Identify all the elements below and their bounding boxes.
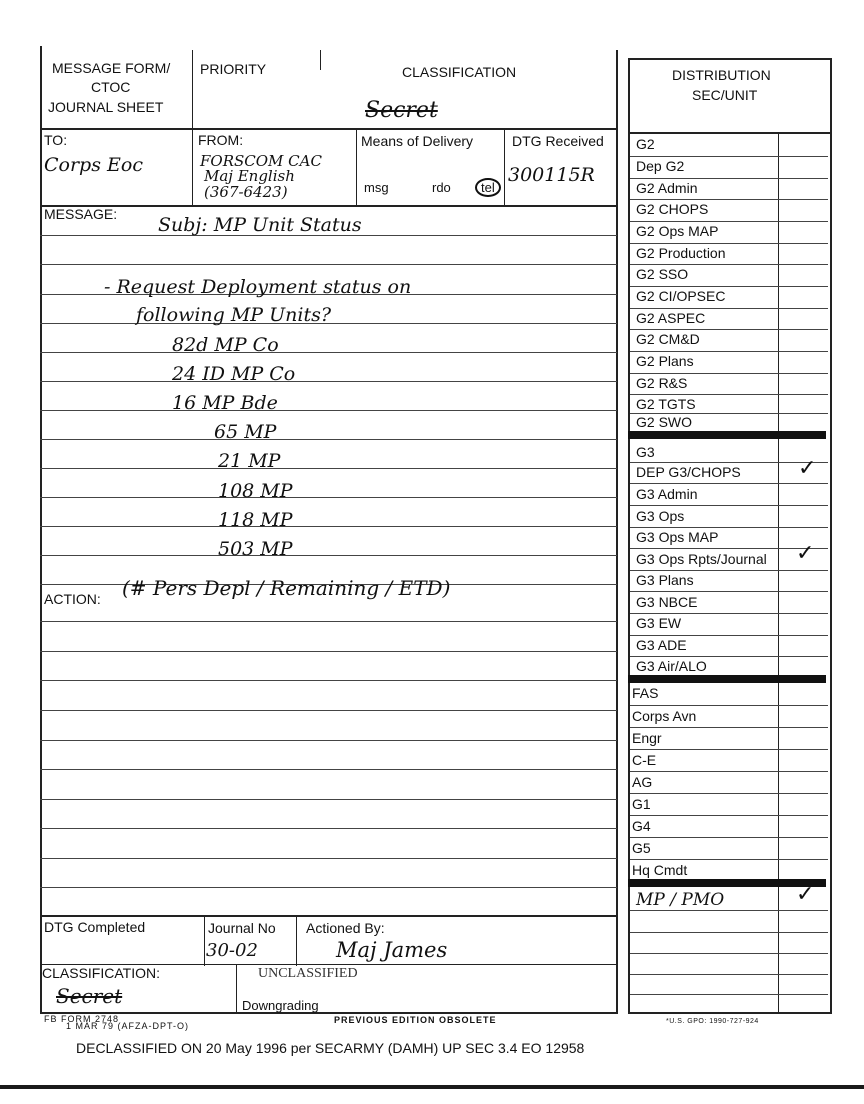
dist-row-line (630, 243, 828, 244)
dist-row-line (630, 199, 828, 200)
dist-item-g1: G1 (632, 796, 651, 812)
ruled-line (40, 740, 617, 741)
message-line: 118 MP (218, 509, 293, 531)
journal-divider (204, 916, 205, 966)
action-value: (# Pers Depl / Remaining / ETD) (122, 576, 451, 600)
ruled-line (40, 526, 617, 527)
dist-item-g4: G4 (632, 818, 651, 834)
message-line: 108 MP (218, 480, 293, 502)
dist-row-line (630, 837, 828, 838)
form-number: FB FORM 2748 (44, 1014, 120, 1024)
dist-row-line (630, 859, 828, 860)
action-bottom-line (40, 915, 617, 917)
form-bottom-border (40, 1012, 618, 1014)
dist-left-border (628, 58, 630, 1013)
header-divider-2 (320, 50, 321, 70)
dist-row-line (630, 373, 828, 374)
dist-item-g2-chops: G2 CHOPS (636, 201, 709, 217)
form-date: 1 MAR 79 (AFZA-DPT-O) (66, 1021, 190, 1031)
means-dtg-divider (504, 128, 505, 206)
header-bottom-line (40, 128, 617, 130)
dist-item-hq-cmdt: Hq Cmdt (632, 862, 688, 878)
dist-row-line (630, 815, 828, 816)
ruled-line (40, 828, 617, 829)
dist-row-line (630, 727, 828, 728)
dist-row-line (630, 394, 828, 395)
actioned-by-value: Maj James (336, 938, 448, 962)
dist-item-g2-ops-map: G2 Ops MAP (636, 223, 719, 239)
dist-bottom-border (628, 1012, 832, 1014)
actioned-by-label: Actioned By: (306, 920, 385, 936)
gpo-note: *U.S. GPO: 1990-727-924 (666, 1018, 759, 1025)
dist-item-g2-aspec: G2 ASPEC (636, 310, 706, 326)
check-mark-mp-pmo: ✓ (796, 882, 815, 907)
distribution-title-line-1: DISTRIBUTION (672, 67, 771, 83)
message-line: 16 MP Bde (172, 392, 278, 414)
dist-item-g3-ops: G3 Ops (636, 508, 685, 524)
dist-item-g3-ew: G3 EW (636, 615, 682, 631)
ruled-line (40, 621, 617, 622)
downgrading-label: Downgrading (242, 998, 319, 1013)
dist-header-bottom (628, 132, 832, 134)
dist-item-g2: G2 (636, 136, 655, 152)
ruled-line (40, 555, 617, 556)
declassified-note: DECLASSIFIED ON 20 May 1996 per SECARMY (DAMH) UP SEC 3.4 EO 12958 (76, 1040, 585, 1056)
ruled-line (40, 799, 617, 800)
form-left-border (40, 46, 42, 1013)
from-line-3: (367-6423) (204, 183, 288, 201)
ruled-line (40, 769, 617, 770)
check-mark-dep-g3-chops: ✓ (798, 456, 817, 481)
action-label: ACTION: (44, 591, 101, 607)
dist-row-line (630, 705, 828, 706)
dist-item-g2-ci-opsec: G2 CI/OPSEC (636, 288, 726, 304)
dist-row-line (630, 308, 828, 309)
dist-row-line (630, 178, 828, 179)
dist-item-g2-tgts: G2 TGTS (636, 396, 696, 412)
dist-row-line (630, 749, 828, 750)
dist-item-g5: G5 (632, 840, 651, 856)
dist-item-g2-cmd: G2 CM&D (636, 331, 700, 347)
dist-row-line (630, 910, 828, 911)
means-of-delivery-label: Means of Delivery (361, 133, 474, 149)
dist-row-line (630, 793, 828, 794)
ruled-line (40, 381, 617, 382)
dist-item-engr: Engr (632, 730, 662, 746)
dist-row-line (630, 505, 828, 506)
previous-edition-note: PREVIOUS EDITION OBSOLETE (334, 1015, 497, 1025)
dist-row-line (630, 286, 828, 287)
dist-item-g3-air-alo: G3 Air/ALO (636, 658, 707, 674)
dist-row-line (630, 974, 828, 975)
distribution-title-line-2: SEC/UNIT (692, 87, 758, 103)
dist-row-line (630, 613, 828, 614)
group-separator-bar (628, 675, 826, 683)
to-value: Corps Eoc (44, 154, 143, 176)
ruled-line (40, 439, 617, 440)
dist-item-dep-g2: Dep G2 (636, 158, 685, 174)
dist-item-g3: G3 (636, 444, 655, 460)
dist-item-g3-ade: G3 ADE (636, 637, 687, 653)
dist-item-g3-ops-map: G3 Ops MAP (636, 529, 719, 545)
dist-row-line (630, 264, 828, 265)
ruled-line (40, 468, 617, 469)
form-right-border (616, 50, 618, 1013)
dist-row-line (630, 953, 828, 954)
ruled-line (40, 497, 617, 498)
means-option-tel-circled: tel (475, 178, 501, 197)
message-line: 82d MP Co (172, 334, 279, 356)
dist-item-mp-pmo: MP / PMO (636, 890, 725, 910)
dist-item-g3-admin: G3 Admin (636, 486, 698, 502)
dtg-completed-label: DTG Completed (44, 919, 146, 935)
dist-row-line (630, 483, 828, 484)
means-option-msg: msg (364, 180, 389, 195)
dist-row-line (630, 156, 828, 157)
dist-item-corps-avn: Corps Avn (632, 708, 697, 724)
dtg-received-label: DTG Received (512, 133, 604, 149)
dist-item-c-e: C-E (632, 752, 657, 768)
ruled-line (40, 710, 617, 711)
dist-item-ag: AG (632, 774, 653, 790)
dist-item-fas: FAS (632, 685, 659, 701)
group-separator-bar (628, 431, 826, 439)
from-line-2: Maj English (204, 167, 295, 185)
message-line: - Request Deployment status on (104, 276, 412, 298)
dist-item-g2-swo: G2 SWO (636, 414, 693, 430)
dist-row-line (630, 635, 828, 636)
from-means-divider (356, 128, 357, 206)
message-line: 65 MP (214, 421, 277, 443)
to-label: TO: (44, 132, 68, 148)
journal-no-value: 30-02 (206, 940, 258, 961)
dist-item-g3-nbce: G3 NBCE (636, 594, 698, 610)
header-divider-1 (192, 50, 193, 128)
dist-row-line (630, 932, 828, 933)
dist-item-g2-rs: G2 R&S (636, 375, 688, 391)
ruled-line (40, 352, 617, 353)
classification-bottom-label: CLASSIFICATION: (42, 965, 160, 981)
check-mark-g3-ops-rpts-journal: ✓ (796, 541, 815, 566)
message-line: 24 ID MP Co (172, 363, 296, 385)
actioned-divider (296, 916, 297, 966)
ruled-line (40, 680, 617, 681)
dist-row-line (630, 656, 828, 657)
scan-edge-bar (0, 1085, 864, 1089)
message-line: Subj: MP Unit Status (158, 214, 362, 236)
ruled-line (40, 858, 617, 859)
dist-row-line (630, 591, 828, 592)
ruled-line (40, 887, 617, 888)
dist-top-border (628, 58, 832, 60)
dtg-received-value: 300115R (508, 164, 595, 186)
from-label: FROM: (198, 132, 244, 148)
to-row-bottom-line (40, 205, 617, 207)
form-title-line-1: MESSAGE FORM/ (52, 60, 171, 76)
ruled-line (40, 264, 617, 265)
form-title-line-2: CTOC (91, 79, 131, 95)
message-line: 503 MP (218, 538, 293, 560)
dist-row-line (630, 994, 828, 995)
dist-right-border (830, 58, 832, 1013)
message-label: MESSAGE: (44, 206, 118, 222)
priority-label: PRIORITY (200, 61, 267, 77)
ruled-line (40, 651, 617, 652)
dist-row-line (630, 221, 828, 222)
dist-item-g3-plans: G3 Plans (636, 572, 694, 588)
journal-no-label: Journal No (208, 920, 276, 936)
dist-row-line (630, 570, 828, 571)
dist-item-g3-ops-rpts-journal: G3 Ops Rpts/Journal (636, 551, 767, 567)
dist-row-line (630, 351, 828, 352)
ruled-line (40, 410, 617, 411)
unclassified-stamp: UNCLASSIFIED (258, 966, 358, 981)
dist-item-g2-sso: G2 SSO (636, 266, 689, 282)
downgrade-divider (236, 965, 237, 1013)
means-option-rdo: rdo (432, 180, 451, 195)
classification-handwritten: Secret (365, 98, 438, 123)
from-line-1: FORSCOM CAC (200, 152, 322, 170)
dist-row-line (630, 329, 828, 330)
dist-row-line (630, 771, 828, 772)
message-line: 21 MP (218, 450, 281, 472)
dist-row-line (630, 527, 828, 528)
to-from-divider (192, 128, 193, 206)
message-line: following MP Units? (136, 304, 332, 326)
form-title-line-3: JOURNAL SHEET (48, 99, 164, 115)
dist-item-g2-production: G2 Production (636, 245, 726, 261)
dist-item-dep-g3-chops: DEP G3/CHOPS (636, 464, 741, 480)
classification-bottom-handwritten: Secret (56, 984, 123, 1008)
dist-item-g2-admin: G2 Admin (636, 180, 698, 196)
dist-item-g2-plans: G2 Plans (636, 353, 694, 369)
classification-label: CLASSIFICATION (402, 64, 517, 80)
